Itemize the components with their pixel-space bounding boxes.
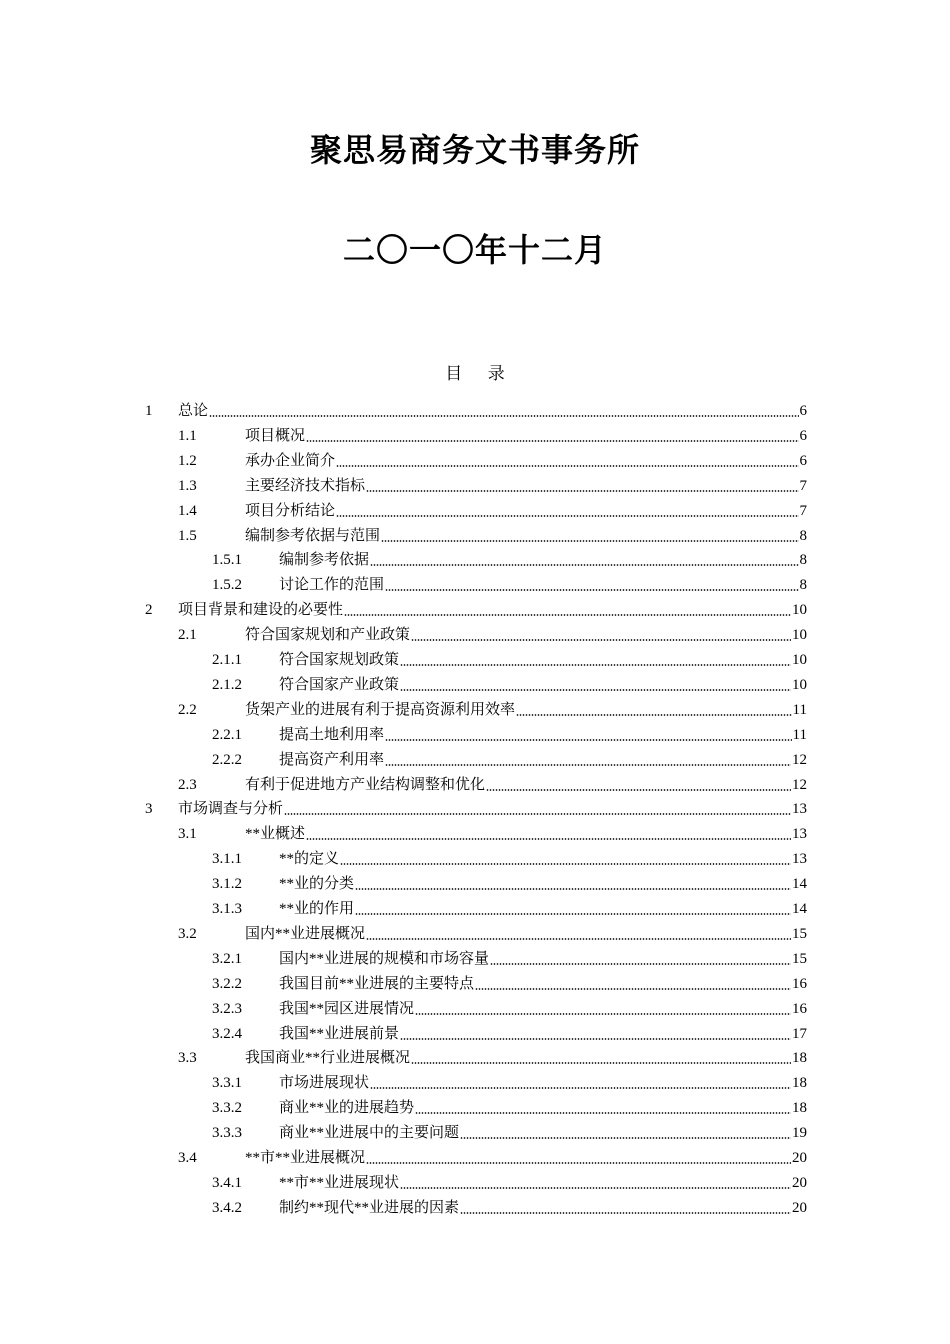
- toc-entry[interactable]: [212, 969, 807, 994]
- toc-dot-leader: [209, 415, 798, 417]
- toc-entry-title: 主要经济技术指标: [245, 477, 366, 494]
- toc-entry-page: 15: [792, 950, 807, 967]
- toc-entry-number: 2.1: [178, 627, 197, 644]
- toc-entry[interactable]: [212, 894, 807, 919]
- toc-entry-number: 3.1.2: [212, 876, 242, 893]
- toc-entry-number: 2.2: [178, 701, 197, 718]
- toc-entry-page: 14: [792, 901, 807, 917]
- toc-entry-page: 20: [792, 1199, 807, 1216]
- toc-entry[interactable]: [212, 745, 807, 770]
- toc-entry[interactable]: [212, 869, 807, 894]
- toc-entry[interactable]: [212, 1168, 807, 1193]
- toc-entry-number: 2.1.1: [212, 652, 242, 668]
- toc-dot-leader: [385, 589, 798, 591]
- toc-entry-title: 制约**现代**业进展的因素: [279, 1199, 460, 1216]
- toc-dot-leader: [366, 938, 791, 940]
- toc-dot-leader: [460, 1137, 791, 1139]
- toc-dot-leader: [385, 739, 792, 741]
- toc-entry-page: 13: [792, 826, 807, 843]
- toc-entry[interactable]: [212, 994, 807, 1019]
- toc-dot-leader: [516, 714, 792, 716]
- toc-entry-title: **的定义: [279, 851, 340, 868]
- toc-entry-page: 7: [799, 477, 807, 494]
- toc-entry-number: 2.1.2: [212, 676, 242, 693]
- toc-entry-title: 有利于促进地方产业结构调整和优化: [245, 776, 486, 793]
- toc-entry-page: 13: [792, 801, 807, 818]
- toc-entry[interactable]: [178, 421, 807, 446]
- toc-entry-number: 2.2.1: [212, 726, 242, 743]
- toc-entry-number: 3.4.2: [212, 1199, 242, 1216]
- toc-dot-leader: [381, 540, 798, 542]
- toc-entry-page: 12: [792, 776, 807, 793]
- toc-entry-title: 商业**业的进展趋势: [279, 1100, 415, 1117]
- toc-entry-number: 1.4: [178, 502, 197, 519]
- toc-entry[interactable]: [212, 720, 807, 745]
- toc-entry-number: 3.1: [178, 826, 197, 843]
- toc-entry-page: 6: [799, 452, 807, 469]
- toc-entry-page: 10: [792, 652, 807, 668]
- toc-entry-title: **市**业进展现状: [279, 1174, 400, 1191]
- toc-entry-title: **业的分类: [279, 876, 355, 893]
- toc-dot-leader: [400, 1187, 791, 1189]
- toc-entry-title: 我国目前**业进展的主要特点: [279, 975, 475, 992]
- toc-entry-number: 2: [145, 602, 153, 619]
- toc-entry-title: 我国商业**行业进展概况: [245, 1050, 411, 1067]
- toc-dot-leader: [385, 764, 791, 766]
- toc-entry-number: 3.1.3: [212, 901, 242, 917]
- toc-entry-number: 3.2.1: [212, 950, 242, 967]
- toc-entry-number: 3: [145, 801, 153, 818]
- document-date: 二〇一〇年十二月: [342, 231, 607, 269]
- toc-dot-leader: [490, 963, 791, 965]
- toc-entry[interactable]: [212, 670, 807, 695]
- toc-entry-title: 项目概况: [245, 427, 306, 444]
- toc-entry-page: 10: [792, 602, 807, 619]
- toc-entry-page: 16: [792, 975, 807, 992]
- toc-entry-title: 承办企业简介: [245, 452, 336, 469]
- toc-entry-title: **市**业进展概况: [245, 1150, 366, 1166]
- toc-entry-number: 3.3.1: [212, 1075, 242, 1092]
- toc-entry-title: 提高土地利用率: [279, 726, 385, 743]
- toc-entry[interactable]: [212, 1118, 807, 1143]
- toc-entry-page: 17: [792, 1025, 807, 1042]
- toc-entry-page: 18: [792, 1050, 807, 1067]
- toc-dot-leader: [400, 689, 791, 691]
- toc-entry-page: 13: [792, 851, 807, 868]
- toc-entry[interactable]: [178, 620, 807, 645]
- toc-entry[interactable]: [178, 1143, 807, 1168]
- toc-entry[interactable]: [178, 446, 807, 471]
- toc-entry-number: 3.3.2: [212, 1100, 242, 1117]
- toc-entry[interactable]: [178, 496, 807, 521]
- toc-dot-leader: [336, 515, 798, 517]
- toc-entry-number: 3.3.3: [212, 1125, 242, 1142]
- toc-entry-number: 1.5: [178, 527, 197, 544]
- toc-entry-page: 20: [792, 1174, 807, 1191]
- toc-dot-leader: [400, 1038, 791, 1040]
- toc-dot-leader: [366, 490, 798, 492]
- toc-entry-title: 国内**业进展概况: [245, 925, 366, 942]
- toc-entry-page: 11: [792, 701, 807, 718]
- toc-entry-title: 提高资产利用率: [279, 751, 385, 768]
- toc-entry-title: 总论: [178, 403, 209, 419]
- toc-entry[interactable]: [178, 919, 807, 944]
- toc-entry-number: 3.2.4: [212, 1025, 242, 1042]
- toc-entry-title: 货架产业的进展有利于提高资源利用效率: [245, 701, 516, 718]
- toc-entry-number: 1.5.2: [212, 577, 242, 594]
- toc-entry-page: 14: [792, 876, 807, 893]
- toc-dot-leader: [411, 639, 791, 641]
- toc-entry-title: 符合国家规划和产业政策: [245, 627, 411, 644]
- toc-entry[interactable]: [212, 645, 807, 670]
- toc-dot-leader: [344, 614, 791, 616]
- toc-entry-number: 1.5.1: [212, 552, 242, 569]
- toc-entry-number: 3.2.3: [212, 1000, 242, 1017]
- toc-entry-title: 项目背景和建设的必要性: [178, 602, 344, 619]
- toc-entry-page: 8: [799, 552, 807, 569]
- toc-entry[interactable]: [145, 794, 807, 819]
- toc-entry-page: 6: [799, 403, 807, 419]
- toc-dot-leader: [336, 465, 798, 467]
- toc-dot-leader: [340, 863, 791, 865]
- toc-entry-page: 8: [799, 577, 807, 594]
- toc-entry[interactable]: [212, 1193, 807, 1218]
- toc-entry-number: 1.1: [178, 427, 197, 444]
- toc-entry-page: 11: [792, 726, 807, 743]
- toc-entry-page: 10: [792, 676, 807, 693]
- toc-entry-page: 19: [792, 1125, 807, 1142]
- toc-entry-number: 2.3: [178, 776, 197, 793]
- toc-entry-page: 16: [792, 1000, 807, 1017]
- toc-entry-number: 3.2: [178, 925, 197, 942]
- toc-entry-page: 18: [792, 1075, 807, 1092]
- toc-entry-title: 国内**业进展的规模和市场容量: [279, 950, 490, 967]
- toc-entry-title: 讨论工作的范围: [279, 577, 385, 594]
- toc-dot-leader: [400, 664, 791, 666]
- toc-dot-leader: [370, 1087, 791, 1089]
- toc-entry-number: 3.4: [178, 1150, 197, 1166]
- toc-entry-page: 20: [792, 1150, 807, 1166]
- toc-dot-leader: [370, 564, 798, 566]
- toc-entry-page: 6: [799, 427, 807, 444]
- toc-entry-title: 编制参考依据与范围: [245, 527, 381, 544]
- toc-entry-title: 符合国家规划政策: [279, 652, 400, 668]
- toc-dot-leader: [284, 813, 791, 815]
- toc-entry-title: 商业**业进展中的主要问题: [279, 1125, 460, 1142]
- toc-dot-leader: [355, 888, 791, 890]
- toc-entry-title: 编制参考依据: [279, 552, 370, 569]
- toc-entry-page: 8: [799, 527, 807, 544]
- toc-entry-number: 1.2: [178, 452, 197, 469]
- toc-entry[interactable]: [212, 1068, 807, 1093]
- toc-entry-page: 12: [792, 751, 807, 768]
- toc-entry[interactable]: [212, 944, 807, 969]
- toc-entry-number: 3.4.1: [212, 1174, 242, 1191]
- toc-entry-title: 符合国家产业政策: [279, 676, 400, 693]
- toc-entry[interactable]: [178, 521, 807, 546]
- firm-name: 聚思易商务文书事务所: [309, 131, 640, 169]
- toc-entry[interactable]: [212, 1019, 807, 1044]
- toc-dot-leader: [486, 789, 791, 791]
- toc-entry[interactable]: [178, 471, 807, 496]
- toc-entry-title: 项目分析结论: [245, 502, 336, 519]
- toc-entry-number: 3.3: [178, 1050, 197, 1067]
- toc-entry[interactable]: [145, 595, 807, 620]
- toc-entry[interactable]: [145, 396, 807, 421]
- toc-entry-page: 10: [792, 627, 807, 644]
- toc-title: 目 录: [445, 364, 505, 384]
- toc-dot-leader: [306, 838, 791, 840]
- toc-dot-leader: [415, 1013, 791, 1015]
- toc-dot-leader: [306, 440, 798, 442]
- toc-dot-leader: [415, 1112, 791, 1114]
- toc-entry[interactable]: [178, 695, 807, 720]
- toc-entry[interactable]: [212, 1093, 807, 1118]
- toc-entry-page: 7: [799, 502, 807, 519]
- toc-dot-leader: [460, 1212, 791, 1214]
- toc-dot-leader: [366, 1162, 791, 1164]
- toc-entry[interactable]: [178, 1043, 807, 1068]
- toc-entry-page: 18: [792, 1100, 807, 1117]
- toc-entry-title: **业概述: [245, 826, 306, 843]
- toc-entry-title: **业的作用: [279, 901, 355, 917]
- toc-entry[interactable]: [212, 545, 807, 570]
- toc-dot-leader: [355, 913, 791, 915]
- toc-entry-number: 1.3: [178, 477, 197, 494]
- toc-entry[interactable]: [178, 819, 807, 844]
- toc-dot-leader: [411, 1062, 791, 1064]
- toc-entry-title: 市场进展现状: [279, 1075, 370, 1092]
- toc-dot-leader: [475, 988, 791, 990]
- toc-entry-number: 2.2.2: [212, 751, 242, 768]
- toc-entry-title: 我国**业进展前景: [279, 1025, 400, 1042]
- toc-entry[interactable]: [212, 570, 807, 595]
- toc-entry-page: 15: [792, 925, 807, 942]
- toc-entry-title: 我国**园区进展情况: [279, 1000, 415, 1017]
- toc-entry-number: 3.1.1: [212, 851, 242, 868]
- toc-entry-title: 市场调查与分析: [178, 801, 284, 818]
- toc-entry[interactable]: [178, 770, 807, 795]
- toc-entry[interactable]: [212, 844, 807, 869]
- toc-entry-number: 1: [145, 403, 153, 419]
- toc-entry-number: 3.2.2: [212, 975, 242, 992]
